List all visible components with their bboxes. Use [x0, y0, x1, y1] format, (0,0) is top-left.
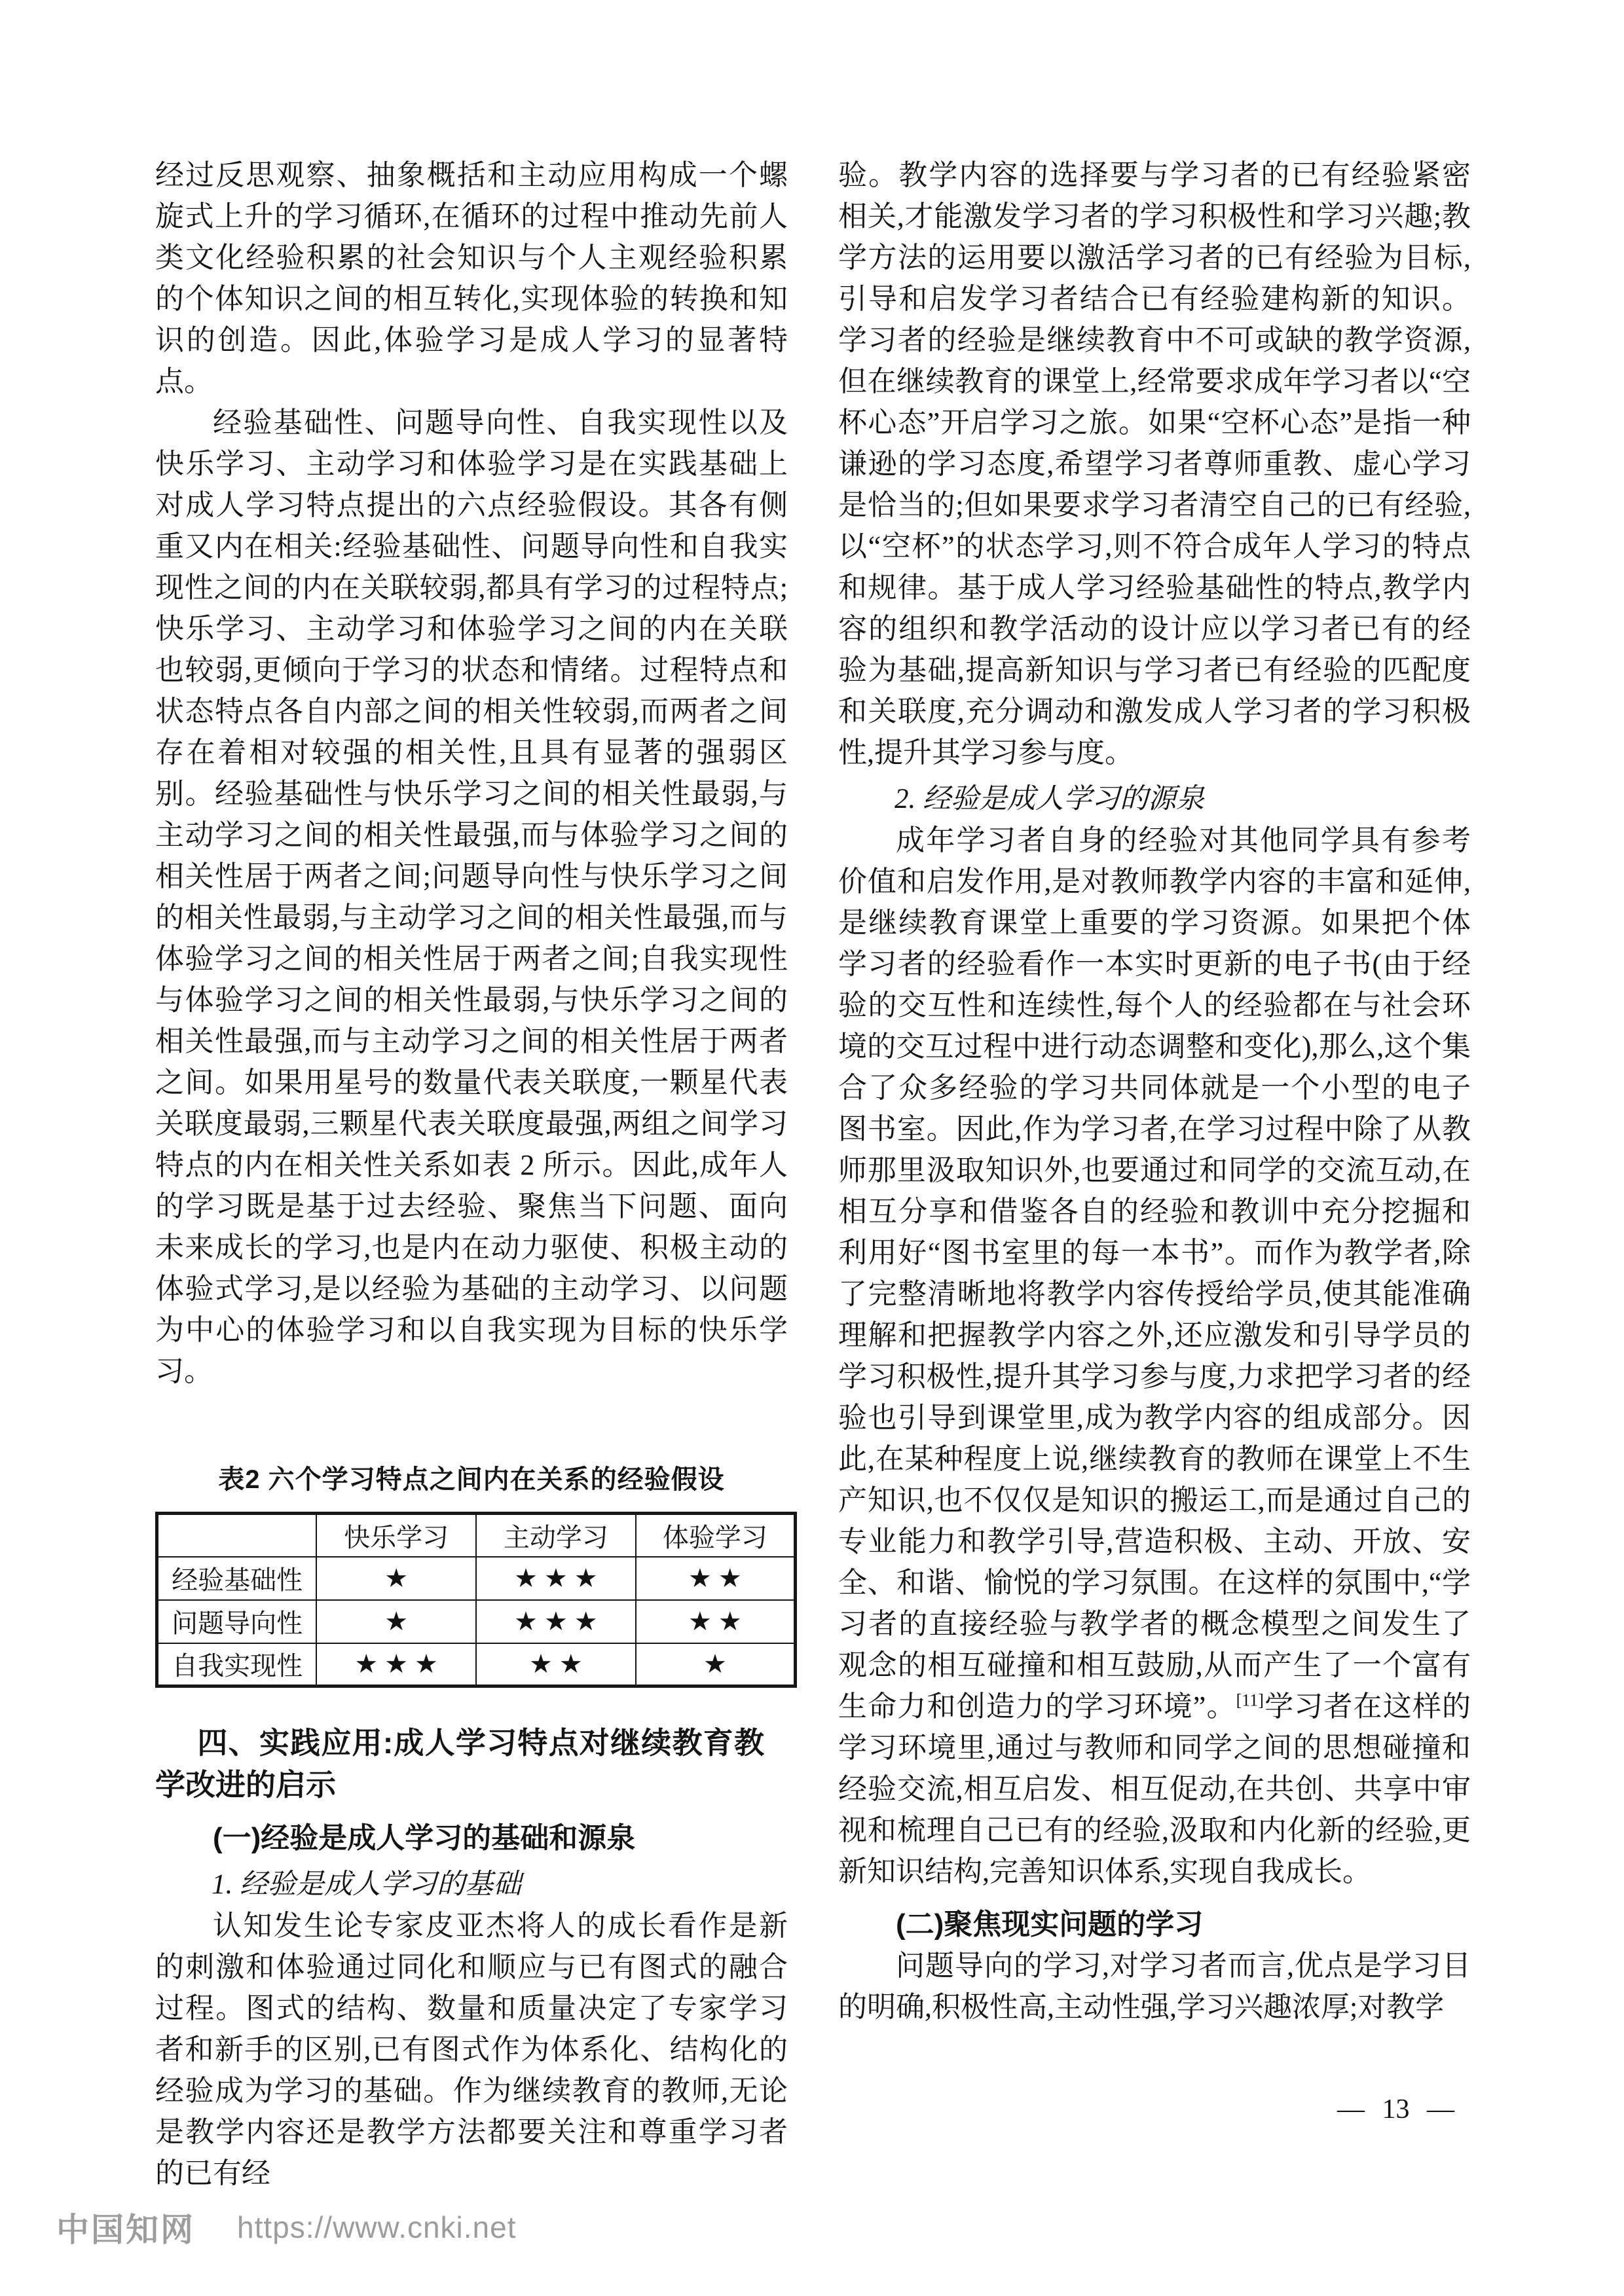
table-row [157, 1600, 796, 1643]
right-column [838, 155, 1471, 2028]
footer [56, 2204, 517, 2251]
row-label: 问题导向性 [157, 1600, 317, 1643]
subsubsection-heading: 1. 经验是成人学习的基础 [212, 1869, 521, 1900]
rating-cell: ★★★ [476, 1557, 636, 1600]
paragraph-text: 成年学习者自身的经验对其他同学具有参考价值和启发作用,是对教师教学内容的丰富和延伸,是继续教育课堂上重要的学习资源。如果把个体学习者的经验看作一本实时更新的电子书(由于经验的交互性和连续性,每个人的经验都在与社会环境的交互过程中进行动态调整和变化),那么,这个集合了众多经验的学习共同体就是一个小型的电子图书室。因此,作为学习者,在学习过程中除了从教师那里汲取知识外,也要通过和同学的交流互动,在相互分享和借鉴各自的经验和教训中充分挖掘和利用好“图书室里的每一本书”。而作为教学者,除了完整清晰地将教学内容传授给学员,使其能准确理解和把握教学内容之外,还应激发和引导学员的学习积极性,提升其学习参与度,力求把学习者的经验也引导到课堂里,成为教学内容的组成部分。因此,在某种程度上说,继续教育的教师在课堂上不生产知识,也不仅仅是知识的搬运工,而是通过自己的专业能力和教学引导,营造积极、主动、开放、安全、和谐、愉悦的学习氛围。在这样的氛围中,“学习者的直接经验与教学者的概念模型之间发生了观念的相互碰撞和相互鼓励,从而产生了一个富有生命力和创造力的学习环境”。 [838, 824, 1471, 1722]
rating-cell: ★★ [636, 1557, 796, 1600]
left-column [155, 155, 788, 2194]
subsubsection-heading: 2. 经验是成人学习的源泉 [895, 784, 1204, 814]
footer-url: https://www.cnki.net [237, 2210, 517, 2244]
table-header-cell: 快乐学习 [316, 1514, 476, 1557]
subsection-heading: (二)聚焦现实问题的学习 [896, 1908, 1204, 1941]
table-row [157, 1557, 796, 1600]
row-label: 经验基础性 [157, 1557, 317, 1600]
rating-cell: ★★★ [316, 1643, 476, 1686]
paragraph: 经验基础性、问题导向性、自我实现性以及快乐学习、主动学习和体验学习是在实践基础上对成人学习特点提出的六点经验假设。其各有侧重又内在相关:经验基础性、问题导向性和自我实现性之间的内在关联较弱,都具有学习的过程特点;快乐学习、主动学习和体验学习之间的内在关联也较弱,更倾向于学习的状态和情绪。过程特点和状态特点各自内部之间的相关性较弱,而两者之间存在着相对较强的相关性,且具有显著的强弱区别。经验基础性与快乐学习之间的相关性最弱,与主动学习之间的相关性最强,而与体验学习之间的相关性居于两者之间;问题导向性与快乐学习之间的相关性最弱,与主动学习之间的相关性最强,而与体验学习之间的相关性居于两者之间;自我实现性与体验学习之间的相关性最弱,与快乐学习之间的相关性最强,而与主动学习之间的相关性居于两者之间。如果用星号的数量代表关联度,一颗星代表关联度最弱,三颗星代表关联度最强,两组之间学习特点的内在相关性关系如表 2 所示。因此,成年人的学习既是基于过去经验、聚焦当下问题、面向未来成长的学习,也是内在动力驱使、积极主动的体验式学习,是以经验为基础的主动学习、以问题为中心的体验学习和以自我实现为目标的快乐学习。 [155, 407, 788, 1387]
subsection-heading: (一)经验是成人学习的基础和源泉 [213, 1822, 636, 1854]
paragraph: 认知发生论专家皮亚杰将人的成长看作是新的刺激和体验通过同化和顺应与已有图式的融合过程。图式的结构、数量和质量决定了专家学习者和新手的区别,已有图式作为体系化、结构化的经验成为学习的基础。作为继续教育的教师,无论是教学内容还是教学方法都要关注和尊重学习者的已有经 [155, 1910, 788, 2189]
rating-cell: ★ [316, 1557, 476, 1600]
table-header-row [157, 1514, 796, 1557]
page-number: — 13 — [1337, 2094, 1454, 2124]
paragraph: 问题导向的学习,对学习者而言,优点是学习目的明确,积极性高,主动性强,学习兴趣浓厚;对教学 [838, 1950, 1471, 2023]
rating-cell: ★★★ [476, 1600, 636, 1643]
rating-cell: ★★ [636, 1600, 796, 1643]
rating-cell: ★ [316, 1600, 476, 1643]
table-header-cell: 体验学习 [636, 1514, 796, 1557]
relations-table [155, 1512, 797, 1688]
paragraph [838, 820, 1471, 1892]
paragraph-continuation: 经过反思观察、抽象概括和主动应用构成一个螺旋式上升的学习循环,在循环的过程中推动先前人类文化经验积累的社会知识与个人主观经验积累的个体知识之间的相互转化,实现体验的转换和知识的创造。因此,体验学习是成人学习的显著特点。 [155, 159, 788, 397]
table-caption: 表2 六个学习特点之间内在关系的经验假设 [218, 1465, 725, 1494]
rating-cell: ★ [636, 1643, 796, 1686]
paragraph-continuation: 验。教学内容的选择要与学习者的已有经验紧密相关,才能激发学习者的学习积极性和学习兴趣;教学方法的运用要以激活学习者的已有经验为目标,引导和启发学习者结合已有经验建构新的知识。学习者的经验是继续教育中不可或缺的教学资源,但在继续教育的课堂上,经常要求成年学习者以“空杯心态”开启学习之旅。如果“空杯心态”是指一种谦逊的学习态度,希望学习者尊师重教、虚心学习是恰当的;但如果要求学习者清空自己的已有经验,以“空杯”的状态学习,则不符合成年人学习的特点和规律。基于成人学习经验基础性的特点,教学内容的组织和教学活动的设计应以学习者已有的经验为基础,提高新知识与学习者已有经验的匹配度和关联度,充分调动和激发成人学习者的学习积极性,提升其学习参与度。 [838, 159, 1471, 769]
citation-marker: [11] [1236, 1690, 1264, 1710]
row-label: 自我实现性 [157, 1643, 317, 1686]
paragraph-text: 学习者在这样的学习环境里,通过与教师和同学之间的思想碰撞和经验交流,相互启发、相互促动,在共创、共享中审视和梳理自己已有的经验,汲取和内化新的经验,更新知识结构,完善知识体系,实现自我成长。 [838, 1690, 1471, 1887]
table-header-cell: 主动学习 [476, 1514, 636, 1557]
cnki-logo: 中国知网 [56, 2212, 195, 2248]
table-header-cell [157, 1514, 317, 1557]
section-heading: 四、实践应用:成人学习特点对继续教育教学改进的启示 [155, 1726, 764, 1802]
table-row [157, 1643, 796, 1686]
rating-cell: ★★ [476, 1643, 636, 1686]
